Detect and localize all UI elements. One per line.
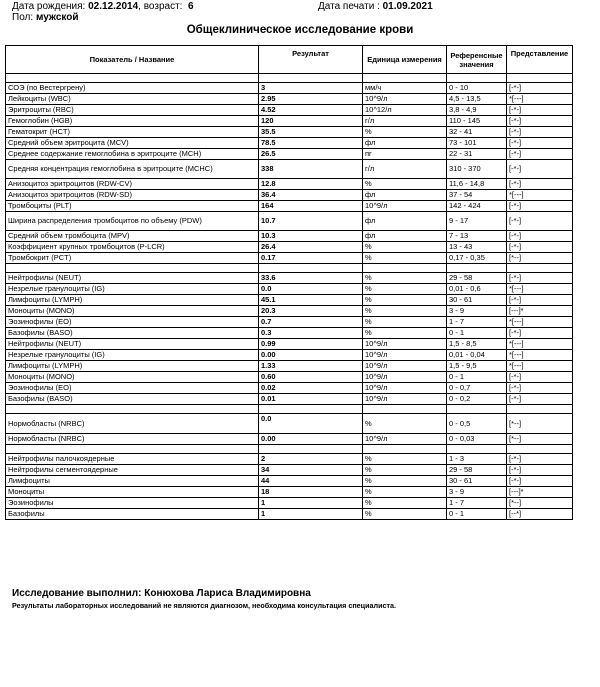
cell-rep: *[---] (507, 190, 573, 201)
group-spacer (6, 405, 573, 414)
cell-unit: 10^12/л (363, 105, 447, 116)
cell-value: 20.3 (259, 306, 363, 317)
print-label: Дата печати : (318, 1, 380, 12)
cell-unit: % (363, 487, 447, 498)
col-rep-header: Представление (507, 46, 573, 74)
table-row (6, 476, 573, 487)
col-unit-header: Единица измерения (363, 46, 447, 74)
col-ref-header: Референсные значения (447, 46, 507, 74)
cell-unit: % (363, 454, 447, 465)
table-row (6, 350, 573, 361)
cell-unit: 10^9/л (363, 201, 447, 212)
cell-rep: [-*-] (507, 242, 573, 253)
table-row (6, 253, 573, 264)
cell-ref: 37 - 54 (447, 190, 507, 201)
cell-ref: 0 - 0,2 (447, 394, 507, 405)
cell-rep: *[---] (507, 94, 573, 105)
cell-rep: [-*-] (507, 138, 573, 149)
table-row (6, 138, 573, 149)
cell-ref: 13 - 43 (447, 242, 507, 253)
table-row (6, 498, 573, 509)
cell-rep: *[---] (507, 284, 573, 295)
cell-ref: 0 - 10 (447, 83, 507, 94)
cell-unit: % (363, 179, 447, 190)
cell-value: 1.33 (259, 361, 363, 372)
cell-name: Моноциты (MONO) (6, 306, 259, 317)
col-name-header: Показатель / Название (6, 46, 259, 74)
cell-rep: *[---] (507, 317, 573, 328)
cell-rep: [-*-] (507, 328, 573, 339)
table-row (6, 383, 573, 394)
cell-rep: [-*-] (507, 372, 573, 383)
cell-unit: мм/ч (363, 83, 447, 94)
cell-value: 0.00 (259, 434, 363, 445)
table-row (6, 231, 573, 242)
cell-value: 120 (259, 116, 363, 127)
cell-value: 3 (259, 83, 363, 94)
cell-value: 10.3 (259, 231, 363, 242)
table-row (6, 372, 573, 383)
table-row (6, 179, 573, 190)
cell-ref: 1 - 3 (447, 454, 507, 465)
cell-name: Моноциты (6, 487, 259, 498)
table-row (6, 465, 573, 476)
cell-ref: 3,8 - 4,9 (447, 105, 507, 116)
cell-ref: 4,5 - 13,5 (447, 94, 507, 105)
cell-value: 0.7 (259, 317, 363, 328)
table-row (6, 454, 573, 465)
cell-value: 4.52 (259, 105, 363, 116)
table-row (6, 487, 573, 498)
table-row (6, 434, 573, 445)
table-body (6, 74, 573, 520)
cell-rep: [-*-] (507, 476, 573, 487)
birth-label: Дата рождения: (12, 1, 86, 12)
report-title: Общеклиническое исследование крови (186, 24, 414, 36)
cell-name: Тромбоциты (PLT) (6, 201, 259, 212)
table-row (6, 105, 573, 116)
cell-ref: 3 - 9 (447, 487, 507, 498)
cell-name: СОЭ (по Вестергрену) (6, 83, 259, 94)
cell-unit: % (363, 284, 447, 295)
cell-unit: 10^9/л (363, 383, 447, 394)
disclaimer: Результаты лабораторных исследований не являются диагнозом, необходима консультация специалиста. (12, 601, 397, 610)
print-date: 01.09.2021 (382, 1, 433, 12)
cell-rep: [-*-] (507, 160, 573, 179)
cell-name: Нейтрофилы (NEUT) (6, 273, 259, 284)
cell-ref: 0 - 1 (447, 509, 507, 520)
cell-unit: 10^9/л (363, 434, 447, 445)
cell-name: Гемоглобин (HGB) (6, 116, 259, 127)
cell-unit: 10^9/л (363, 372, 447, 383)
cell-ref: 0 - 1 (447, 328, 507, 339)
cell-value: 33.6 (259, 273, 363, 284)
cell-rep: [-*-] (507, 383, 573, 394)
cell-rep: *[---] (507, 350, 573, 361)
cell-rep: [-*-] (507, 212, 573, 231)
cell-ref: 110 - 145 (447, 116, 507, 127)
table-row (6, 149, 573, 160)
sex-label: Пол: (12, 12, 34, 23)
cell-name: Средний объем тромбоцита (MPV) (6, 231, 259, 242)
cell-ref: 0,17 - 0,35 (447, 253, 507, 264)
cell-name: Базофилы (6, 509, 259, 520)
cell-ref: 9 - 17 (447, 212, 507, 231)
cell-value: 45.1 (259, 295, 363, 306)
cell-unit: г/л (363, 160, 447, 179)
cell-value: 78.5 (259, 138, 363, 149)
cell-name: Ширина распределения тромбоцитов по объему (PDW) (6, 212, 259, 231)
cell-unit: % (363, 127, 447, 138)
cell-ref: 29 - 58 (447, 465, 507, 476)
performed-by: Исследование выполнил: Конюхова Лариса Владимировна (12, 588, 311, 599)
cell-unit: % (363, 253, 447, 264)
cell-name: Анизоцитоз эритроцитов (RDW-SD) (6, 190, 259, 201)
col-result-header: Результат (259, 46, 363, 74)
sex-line (12, 12, 79, 23)
cell-name: Эритроциты (RBC) (6, 105, 259, 116)
cell-rep: *[---] (507, 361, 573, 372)
cell-name: Лейкоциты (WBC) (6, 94, 259, 105)
cell-rep: [-*-] (507, 127, 573, 138)
cell-rep: [-*-] (507, 454, 573, 465)
cell-unit: фл (363, 212, 447, 231)
cell-value: 2 (259, 454, 363, 465)
cell-ref: 1 - 7 (447, 317, 507, 328)
cell-value: 0.02 (259, 383, 363, 394)
cell-unit: % (363, 306, 447, 317)
cell-ref: 0 - 1 (447, 372, 507, 383)
print-date-line (318, 1, 433, 12)
cell-value: 36.4 (259, 190, 363, 201)
cell-ref: 1,5 - 8,5 (447, 339, 507, 350)
table-header (6, 46, 573, 74)
cell-unit: фл (363, 190, 447, 201)
cell-value: 26.5 (259, 149, 363, 160)
cell-name: Средняя концентрация гемоглобина в эритроците (MCHC) (6, 160, 259, 179)
cell-value: 35.5 (259, 127, 363, 138)
cell-name: Нейтрофилы сегментоядерные (6, 465, 259, 476)
age-value: 6 (188, 1, 194, 12)
cell-unit: 10^9/л (363, 361, 447, 372)
cell-unit: % (363, 242, 447, 253)
cell-value: 34 (259, 465, 363, 476)
cell-ref: 29 - 58 (447, 273, 507, 284)
cell-rep: [---]* (507, 306, 573, 317)
table-row (6, 414, 573, 434)
cell-unit: г/л (363, 116, 447, 127)
cell-rep: [-*-] (507, 465, 573, 476)
cell-value: 0.0 (259, 284, 363, 295)
cell-unit: фл (363, 138, 447, 149)
table-row (6, 116, 573, 127)
cell-unit: 10^9/л (363, 350, 447, 361)
table-row (6, 509, 573, 520)
cell-unit: % (363, 295, 447, 306)
cell-ref: 7 - 13 (447, 231, 507, 242)
table-row (6, 127, 573, 138)
cell-name: Тромбокрит (PCT) (6, 253, 259, 264)
cell-name: Среднее содержание гемоглобина в эритроците (MCH) (6, 149, 259, 160)
cell-value: 2.95 (259, 94, 363, 105)
cell-ref: 0,01 - 0,04 (447, 350, 507, 361)
cell-ref: 310 - 370 (447, 160, 507, 179)
cell-unit: % (363, 328, 447, 339)
cell-rep: [-*-] (507, 116, 573, 127)
cell-name: Моноциты (MONO) (6, 372, 259, 383)
cell-value: 338 (259, 160, 363, 179)
cell-name: Лимфоциты (LYMPH) (6, 361, 259, 372)
cell-name: Эозинофилы (EO) (6, 383, 259, 394)
cell-value: 26.4 (259, 242, 363, 253)
cell-rep: [*--] (507, 414, 573, 434)
cell-unit: % (363, 498, 447, 509)
cell-name: Базофилы (BASO) (6, 328, 259, 339)
cell-value: 18 (259, 487, 363, 498)
cell-rep: [--*] (507, 509, 573, 520)
cell-name: Незрелые гранулоциты (IG) (6, 284, 259, 295)
cell-value: 0.17 (259, 253, 363, 264)
cell-ref: 0,01 - 0,6 (447, 284, 507, 295)
cell-value: 0.0 (259, 414, 363, 434)
cell-rep: [-*-] (507, 83, 573, 94)
table-row (6, 201, 573, 212)
cell-unit: % (363, 509, 447, 520)
cell-name: Базофилы (BASO) (6, 394, 259, 405)
cell-ref: 1,5 - 9,5 (447, 361, 507, 372)
cell-value: 1 (259, 509, 363, 520)
table-row (6, 317, 573, 328)
cell-rep: [-*-] (507, 394, 573, 405)
cell-unit: % (363, 465, 447, 476)
cell-unit: % (363, 414, 447, 434)
cell-rep: [---]* (507, 487, 573, 498)
table-row (6, 242, 573, 253)
birth-date-line (12, 1, 194, 12)
cell-rep: [*--] (507, 253, 573, 264)
cell-value: 0.60 (259, 372, 363, 383)
table-row (6, 328, 573, 339)
cell-ref: 1 - 7 (447, 498, 507, 509)
sex-value: мужской (35, 12, 79, 23)
table-row (6, 394, 573, 405)
cell-unit: 10^9/л (363, 339, 447, 350)
cell-value: 0.99 (259, 339, 363, 350)
cell-ref: 11,6 - 14,8 (447, 179, 507, 190)
cell-rep: [-*-] (507, 105, 573, 116)
cell-ref: 0 - 0,5 (447, 414, 507, 434)
cell-name: Нормобласты (NRBC) (6, 434, 259, 445)
table-row (6, 306, 573, 317)
cell-rep: [-*-] (507, 273, 573, 284)
cell-value: 10.7 (259, 212, 363, 231)
cell-name: Эозинофилы (EO) (6, 317, 259, 328)
cell-ref: 0 - 0,03 (447, 434, 507, 445)
cell-name: Эозинофилы (6, 498, 259, 509)
cell-ref: 3 - 9 (447, 306, 507, 317)
cell-name: Средний объем эритроцита (MCV) (6, 138, 259, 149)
cell-name: Коэффициент крупных тромбоцитов (P-LCR) (6, 242, 259, 253)
results-table (5, 45, 573, 520)
cell-name: Нейтрофилы (NEUT) (6, 339, 259, 350)
cell-ref: 30 - 61 (447, 295, 507, 306)
table-row (6, 284, 573, 295)
table-row (6, 212, 573, 231)
cell-ref: 22 - 31 (447, 149, 507, 160)
cell-rep: [-*-] (507, 149, 573, 160)
cell-name: Анизоцитоз эритроцитов (RDW-CV) (6, 179, 259, 190)
age-label: , возраст: (138, 1, 183, 12)
cell-unit: % (363, 273, 447, 284)
cell-name: Лимфоциты (6, 476, 259, 487)
cell-rep: [-*-] (507, 295, 573, 306)
table-row (6, 160, 573, 179)
cell-value: 44 (259, 476, 363, 487)
cell-ref: 32 - 41 (447, 127, 507, 138)
cell-value: 0.01 (259, 394, 363, 405)
cell-value: 12.8 (259, 179, 363, 190)
cell-value: 0.00 (259, 350, 363, 361)
cell-unit: 10^9/л (363, 394, 447, 405)
cell-value: 164 (259, 201, 363, 212)
cell-name: Нормобласты (NRBC) (6, 414, 259, 434)
group-spacer (6, 445, 573, 454)
cell-ref: 73 - 101 (447, 138, 507, 149)
cell-rep: [*--] (507, 434, 573, 445)
group-spacer (6, 264, 573, 273)
table-row (6, 94, 573, 105)
cell-ref: 0 - 0,7 (447, 383, 507, 394)
table-row (6, 190, 573, 201)
birth-date: 02.12.2014 (88, 1, 139, 12)
cell-unit: пг (363, 149, 447, 160)
cell-name: Гематокрит (HCT) (6, 127, 259, 138)
cell-rep: [-*-] (507, 179, 573, 190)
cell-name: Лимфоциты (LYMPH) (6, 295, 259, 306)
table-row (6, 273, 573, 284)
cell-value: 0.3 (259, 328, 363, 339)
table-row (6, 295, 573, 306)
cell-rep: [-*-] (507, 201, 573, 212)
cell-name: Незрелые гранулоциты (IG) (6, 350, 259, 361)
cell-unit: % (363, 317, 447, 328)
cell-rep: *[---] (507, 339, 573, 350)
cell-unit: % (363, 476, 447, 487)
group-spacer (6, 74, 573, 83)
cell-ref: 142 - 424 (447, 201, 507, 212)
cell-rep: [-*-] (507, 231, 573, 242)
table-row (6, 83, 573, 94)
table-row (6, 361, 573, 372)
table-row (6, 339, 573, 350)
cell-unit: 10^9/л (363, 94, 447, 105)
cell-ref: 30 - 61 (447, 476, 507, 487)
cell-value: 1 (259, 498, 363, 509)
cell-unit: фл (363, 231, 447, 242)
cell-name: Нейтрофилы палочкоядерные (6, 454, 259, 465)
cell-rep: [*--] (507, 498, 573, 509)
